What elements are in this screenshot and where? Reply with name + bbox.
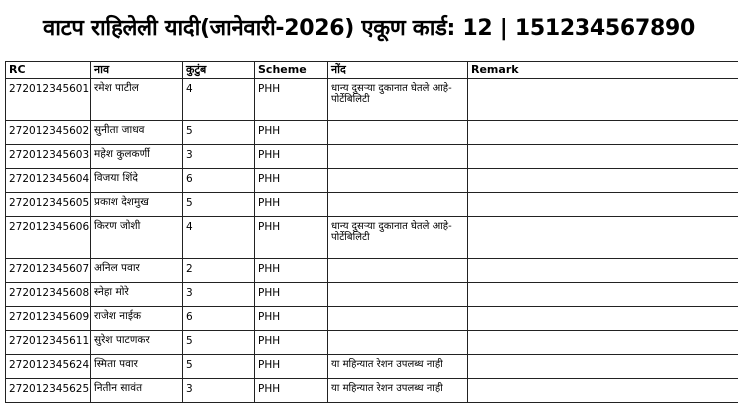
table-row <box>6 331 738 355</box>
name-cell: महेश कुलकर्णी <box>91 145 183 169</box>
remark-cell <box>468 259 738 283</box>
name-cell: नितीन सावंत <box>91 379 183 403</box>
remark-cell <box>468 379 738 403</box>
remark-cell <box>468 169 738 193</box>
column-header-rc: RC <box>6 62 91 79</box>
scheme-cell: PHH <box>255 79 328 121</box>
rc-cell: 272012345607 <box>6 259 91 283</box>
family-cell: 6 <box>183 169 255 193</box>
scheme-cell: PHH <box>255 355 328 379</box>
remark-cell <box>468 79 738 121</box>
family-cell: 5 <box>183 331 255 355</box>
note-cell <box>328 121 468 145</box>
note-cell <box>328 307 468 331</box>
scheme-cell: PHH <box>255 283 328 307</box>
scheme-cell: PHH <box>255 217 328 259</box>
name-cell: विजया शिंदे <box>91 169 183 193</box>
remark-cell <box>468 307 738 331</box>
name-cell: अनिल पवार <box>91 259 183 283</box>
remark-cell <box>468 355 738 379</box>
rc-cell: 272012345604 <box>6 169 91 193</box>
scheme-cell: PHH <box>255 193 328 217</box>
table-row <box>6 355 738 379</box>
rc-cell: 272012345611 <box>6 331 91 355</box>
rc-cell: 272012345605 <box>6 193 91 217</box>
table-row <box>6 283 738 307</box>
column-header-remark: Remark <box>468 62 738 79</box>
note-cell <box>328 145 468 169</box>
name-cell: किरण जोशी <box>91 217 183 259</box>
family-cell: 2 <box>183 259 255 283</box>
column-header-note: नोंद <box>328 62 468 79</box>
table-row <box>6 79 738 121</box>
name-cell: रमेश पाटील <box>91 79 183 121</box>
note-cell <box>328 193 468 217</box>
family-cell: 4 <box>183 79 255 121</box>
family-cell: 6 <box>183 307 255 331</box>
rc-cell: 272012345624 <box>6 355 91 379</box>
name-cell: स्नेहा मोरे <box>91 283 183 307</box>
rc-cell: 272012345602 <box>6 121 91 145</box>
table-header-row <box>6 62 738 79</box>
pending-distribution-table <box>5 61 738 403</box>
note-cell: धान्य दुसऱ्या दुकानात घेतले आहे-पोर्टेबिलिटी <box>328 79 468 121</box>
family-cell: 5 <box>183 121 255 145</box>
family-cell: 3 <box>183 379 255 403</box>
scheme-cell: PHH <box>255 259 328 283</box>
remark-cell <box>468 283 738 307</box>
rc-cell: 272012345603 <box>6 145 91 169</box>
family-cell: 5 <box>183 193 255 217</box>
rc-cell: 272012345609 <box>6 307 91 331</box>
rc-cell: 272012345625 <box>6 379 91 403</box>
table-row <box>6 259 738 283</box>
column-header-family: कुटुंब <box>183 62 255 79</box>
remark-cell <box>468 145 738 169</box>
name-cell: सुनीता जाधव <box>91 121 183 145</box>
note-cell <box>328 169 468 193</box>
note-cell: या महिन्यात रेशन उपलब्ध नाही <box>328 355 468 379</box>
table-row <box>6 379 738 403</box>
family-cell: 3 <box>183 283 255 307</box>
table-row <box>6 217 738 259</box>
rc-cell: 272012345608 <box>6 283 91 307</box>
scheme-cell: PHH <box>255 379 328 403</box>
name-cell: राजेश नाईक <box>91 307 183 331</box>
column-header-name: नाव <box>91 62 183 79</box>
family-cell: 3 <box>183 145 255 169</box>
note-cell <box>328 283 468 307</box>
name-cell: सुरेश पाटणकर <box>91 331 183 355</box>
table-row <box>6 145 738 169</box>
remark-cell <box>468 121 738 145</box>
name-cell: प्रकाश देशमुख <box>91 193 183 217</box>
remark-cell <box>468 331 738 355</box>
table-row <box>6 169 738 193</box>
remark-cell <box>468 193 738 217</box>
column-header-scheme: Scheme <box>255 62 328 79</box>
note-cell <box>328 259 468 283</box>
table-row <box>6 193 738 217</box>
name-cell: स्मिता पवार <box>91 355 183 379</box>
note-cell: या महिन्यात रेशन उपलब्ध नाही <box>328 379 468 403</box>
rc-cell: 272012345601 <box>6 79 91 121</box>
scheme-cell: PHH <box>255 145 328 169</box>
family-cell: 4 <box>183 217 255 259</box>
family-cell: 5 <box>183 355 255 379</box>
scheme-cell: PHH <box>255 331 328 355</box>
page-title: वाटप राहिलेली यादी(जानेवारी-2026) एकूण कार्ड: 12 | 151234567890 <box>43 16 695 41</box>
table-row <box>6 121 738 145</box>
note-cell <box>328 331 468 355</box>
rc-cell: 272012345606 <box>6 217 91 259</box>
table-row <box>6 307 738 331</box>
scheme-cell: PHH <box>255 307 328 331</box>
scheme-cell: PHH <box>255 169 328 193</box>
scheme-cell: PHH <box>255 121 328 145</box>
note-cell: धान्य दुसऱ्या दुकानात घेतले आहे-पोर्टेबिलिटी <box>328 217 468 259</box>
remark-cell <box>468 217 738 259</box>
